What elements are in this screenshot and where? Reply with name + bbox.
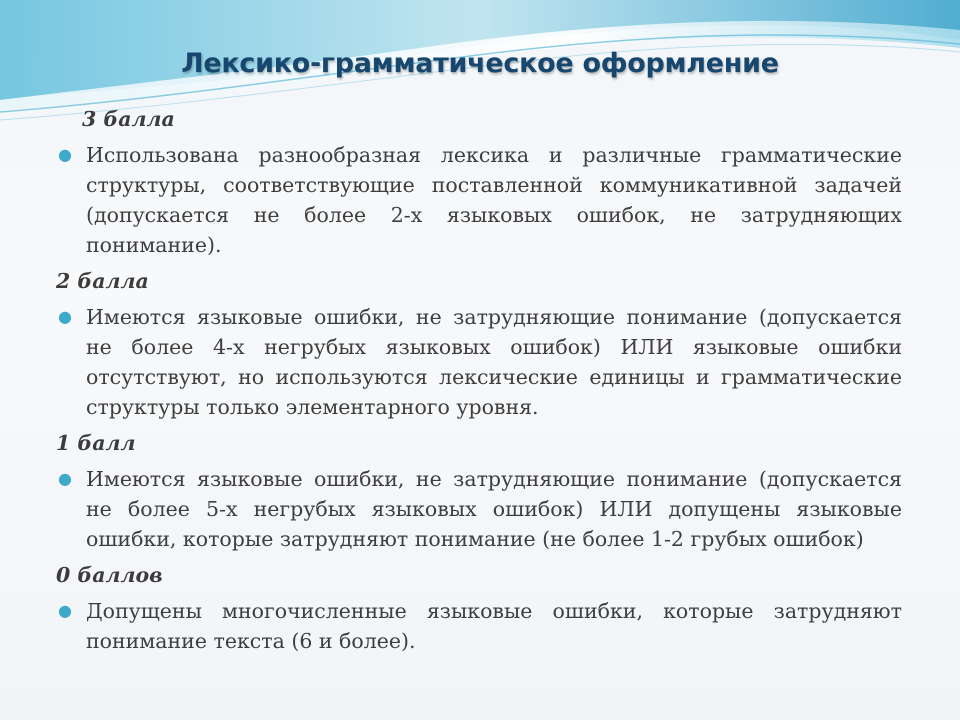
criteria-content bbox=[56, 104, 902, 662]
list-item bbox=[56, 302, 902, 422]
bullet-dot-icon: ● bbox=[58, 145, 72, 164]
bullet-dot-icon: ● bbox=[58, 307, 72, 326]
bullet-dot-icon: ● bbox=[58, 469, 72, 488]
list-item-text: Имеются языковые ошибки, не затрудняющие понимание (допускается не более 5-х негрубых языковых ошибок) ИЛИ допущены языковые ошибки, которые затрудняют понимание (не более 1-2 грубых ошибок) bbox=[86, 467, 902, 551]
list-item-text: Использована разнообразная лексика и различные грамматические структуры, соответствующие поставленной коммуникативной задачей (допускается не более 2-х языковых ошибок, не затрудняющих понимание). bbox=[86, 143, 902, 257]
list-item-text: Допущены многочисленные языковые ошибки, которые затрудняют понимание текста (6 и более). bbox=[86, 599, 902, 653]
bullet-dot-icon: ● bbox=[58, 601, 72, 620]
score-heading-0: 0 баллов bbox=[56, 563, 163, 587]
list-item-text: Имеются языковые ошибки, не затрудняющие понимание (допускается не более 4-х негрубых языковых ошибок) ИЛИ языковые ошибки отсутствуют, но используются лексические единицы и грамматические структуры только элементарного уровня. bbox=[86, 305, 902, 419]
list-item bbox=[56, 140, 902, 260]
score-heading-3: 3 балла bbox=[82, 107, 175, 131]
list-item bbox=[56, 464, 902, 554]
score-heading-2: 2 балла bbox=[56, 269, 149, 293]
slide-title: Лексико-грамматическое оформление bbox=[181, 48, 779, 79]
list-item bbox=[56, 596, 902, 656]
score-heading-1: 1 балл bbox=[56, 431, 136, 455]
